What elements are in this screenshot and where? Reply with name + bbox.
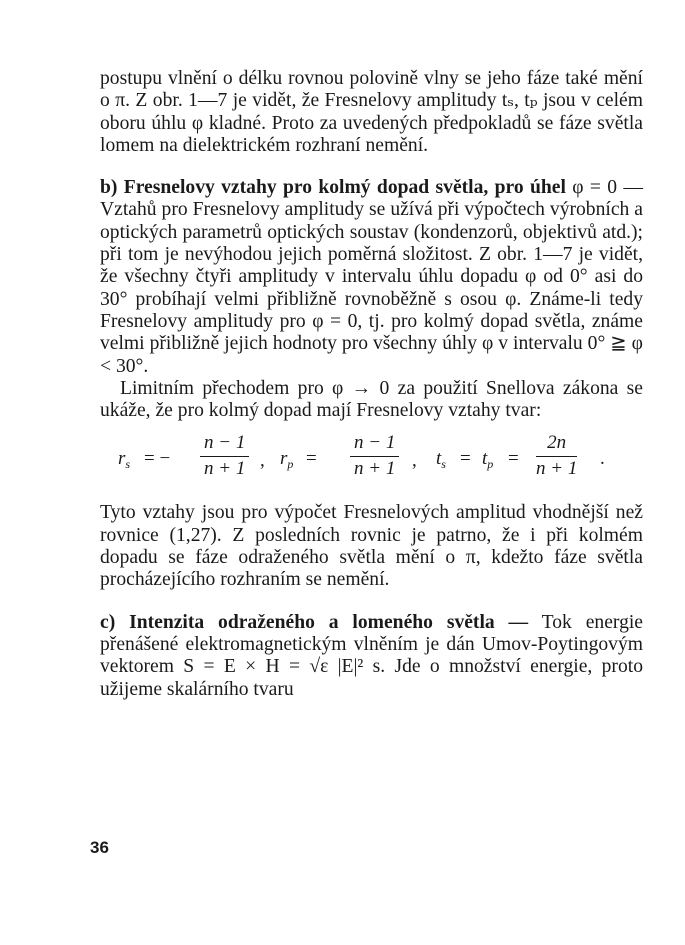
paragraph-limit: Limitním přechodem pro φ → 0 za použití Snellova zákona se ukáže, že pro kolmý dopad mají Fresnelovy vztahy tvar:	[100, 377, 643, 422]
rp-symbol: $r_p$	[280, 448, 294, 472]
paragraph-normal-incidence	[100, 177, 643, 378]
page-number: 36	[90, 838, 109, 857]
section-c-text: Tok energie přenášené elektromagnetickým vlněním je dán Umov-Poytingovým vektorem S = E × H = √ε |E|² s. Jde o množství energie, proto užijeme skalárního tvaru	[100, 611, 644, 700]
fresnel-formula: $r_s$ = − $\frac{n - 1}{n + 1}$ , $r_p$ = $\frac{n - 1}{n + 1}$ , $t_s$ = $t_p$ = $\frac{2n}{n + 1}$ .	[118, 432, 605, 479]
page-body	[100, 68, 643, 701]
rs-symbol: $r_s$	[118, 448, 131, 472]
section-heading-b: b) Fresnelovy vztahy pro kolmý dopad světla, pro úhel	[100, 177, 566, 199]
ts-symbol: $t_s$	[436, 448, 446, 472]
section-heading-c: c) Intenzita odraženého a lomeného světla —	[100, 611, 529, 633]
rs-equals: = −	[144, 448, 171, 470]
paragraph-intensity	[100, 612, 643, 701]
section-b-text: φ = 0 — Vztahů pro Fresnelovy amplitudy se užívá při výpočtech výrobních a optických parametrů optických soustav (kondenzorů, objektivů atd.); při tom je nevýhodou jejich poměrná složitost. Z obr. 1—7 je vidět, že všechny čtyři amplitudy v intervalu úhlu dopadu φ od 0° asi do 30° probíhají velmi přibližně rovnoběžně s osou φ. Známe-li tedy Fresnelovy amplitudy pro φ = 0, tj. pro kolmý dopad světla, známe velmi přibližně jejich hodnoty pro všechny úhly φ v intervalu 0° ≧ φ < 30°.	[100, 177, 644, 377]
tp-symbol: $t_p$	[482, 448, 494, 472]
t-fraction: $\frac{2n}{n + 1}$	[536, 432, 578, 479]
paragraph-phase: postupu vlnění o délku rovnou polovině vlny se jeho fáze také mění o π. Z obr. 1—7 je vidět, že Fresnelovy amplitudy tₛ, tₚ jsou v celém oboru úhlu φ kladné. Proto za uvedených předpokladů se fáze světla lomem na dielektrickém rozhraní nemění.	[100, 68, 643, 156]
rs-fraction: $\frac{n - 1}{n + 1}$	[200, 432, 249, 480]
paragraph-remarks: Tyto vztahy jsou pro výpočet Fresnelových amplitud vhodnější než rovnice (1,27). Z posledních rovnic je patrno, že i při kolmém dopadu se fáze odraženého světla mění o π, kdežto fáze světla procházejícího rozhraním se nemění.	[100, 502, 643, 591]
rp-fraction: $\frac{n - 1}{n + 1}$	[350, 432, 399, 480]
